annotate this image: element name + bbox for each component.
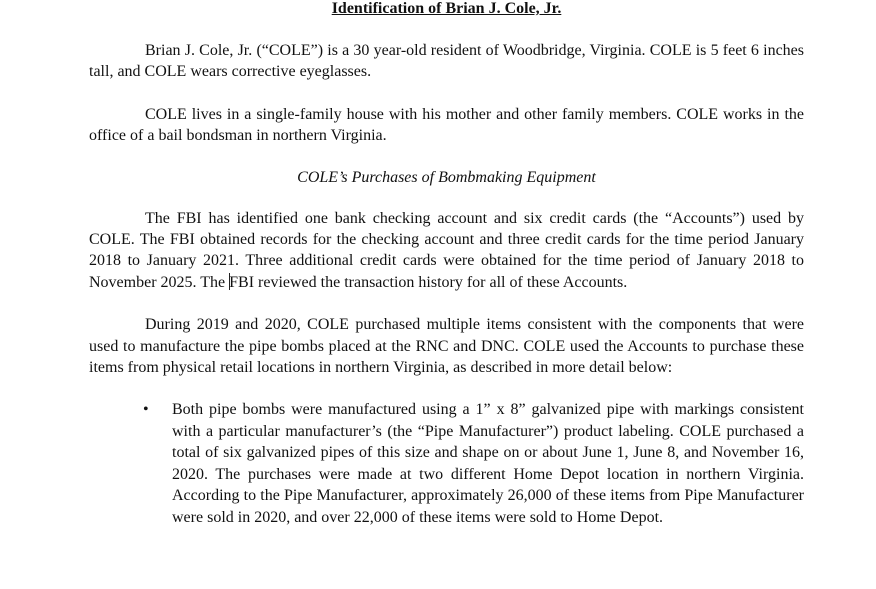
bullet-dot-icon: •: [143, 401, 149, 419]
purchases-bullet-list: [89, 399, 804, 527]
purchases-subheading: COLE’s Purchases of Bombmaking Equipment: [297, 168, 596, 186]
document-page: [89, 0, 804, 528]
bullet-item-pipes: [89, 399, 804, 527]
section-heading: Identification of Brian J. Cole, Jr.: [331, 0, 562, 17]
bullet-item-text: Both pipe bombs were manufactured using a 1” x 8” galvanized pipe with markings consistent with a particular manufacturer’s (the “Pipe Manufacturer”) product labeling. COLE purchased a total of six galvanized pipes of this size and shape on or about June 1, June 8, and November 16, 2020. The purchases were made at two different Home Depot location in northern Virginia. According to the Pipe Manufacturer, approximately 26,000 of these items from Pipe Manufacturer were sold in 2020, and over 22,000 of these items were sold to Home Depot.: [172, 401, 804, 526]
purchases-paragraph-1-part-a: The FBI has identified one bank checking account and six credit cards (the “Accounts”) used by COLE. The FBI obtained records for the checking account and three credit cards for the time period January 2018 to January 2021. Three additional credit cards were obtained for the time period of January 2018 to November 2025. The: [89, 209, 804, 291]
identification-paragraph-2: COLE lives in a single-family house with his mother and other family members. COLE works in the office of a bail bondsman in northern Virginia.: [89, 105, 804, 145]
identification-paragraph-1: Brian J. Cole, Jr. (“COLE”) is a 30 year-old resident of Woodbridge, Virginia. COLE is 5 feet 6 inches tall, and COLE wears corrective eyeglasses.: [89, 42, 804, 81]
purchases-paragraph-1: [89, 208, 804, 294]
purchases-paragraph-1-part-b: FBI reviewed the transaction history for all of these Accounts.: [229, 273, 628, 291]
purchases-paragraph-2: During 2019 and 2020, COLE purchased multiple items consistent with the components that were used to manufacture the pipe bombs placed at the RNC and DNC. COLE used the Accounts to purchase these items from physical retail locations in northern Virginia, as described in more detail below:: [89, 316, 804, 377]
